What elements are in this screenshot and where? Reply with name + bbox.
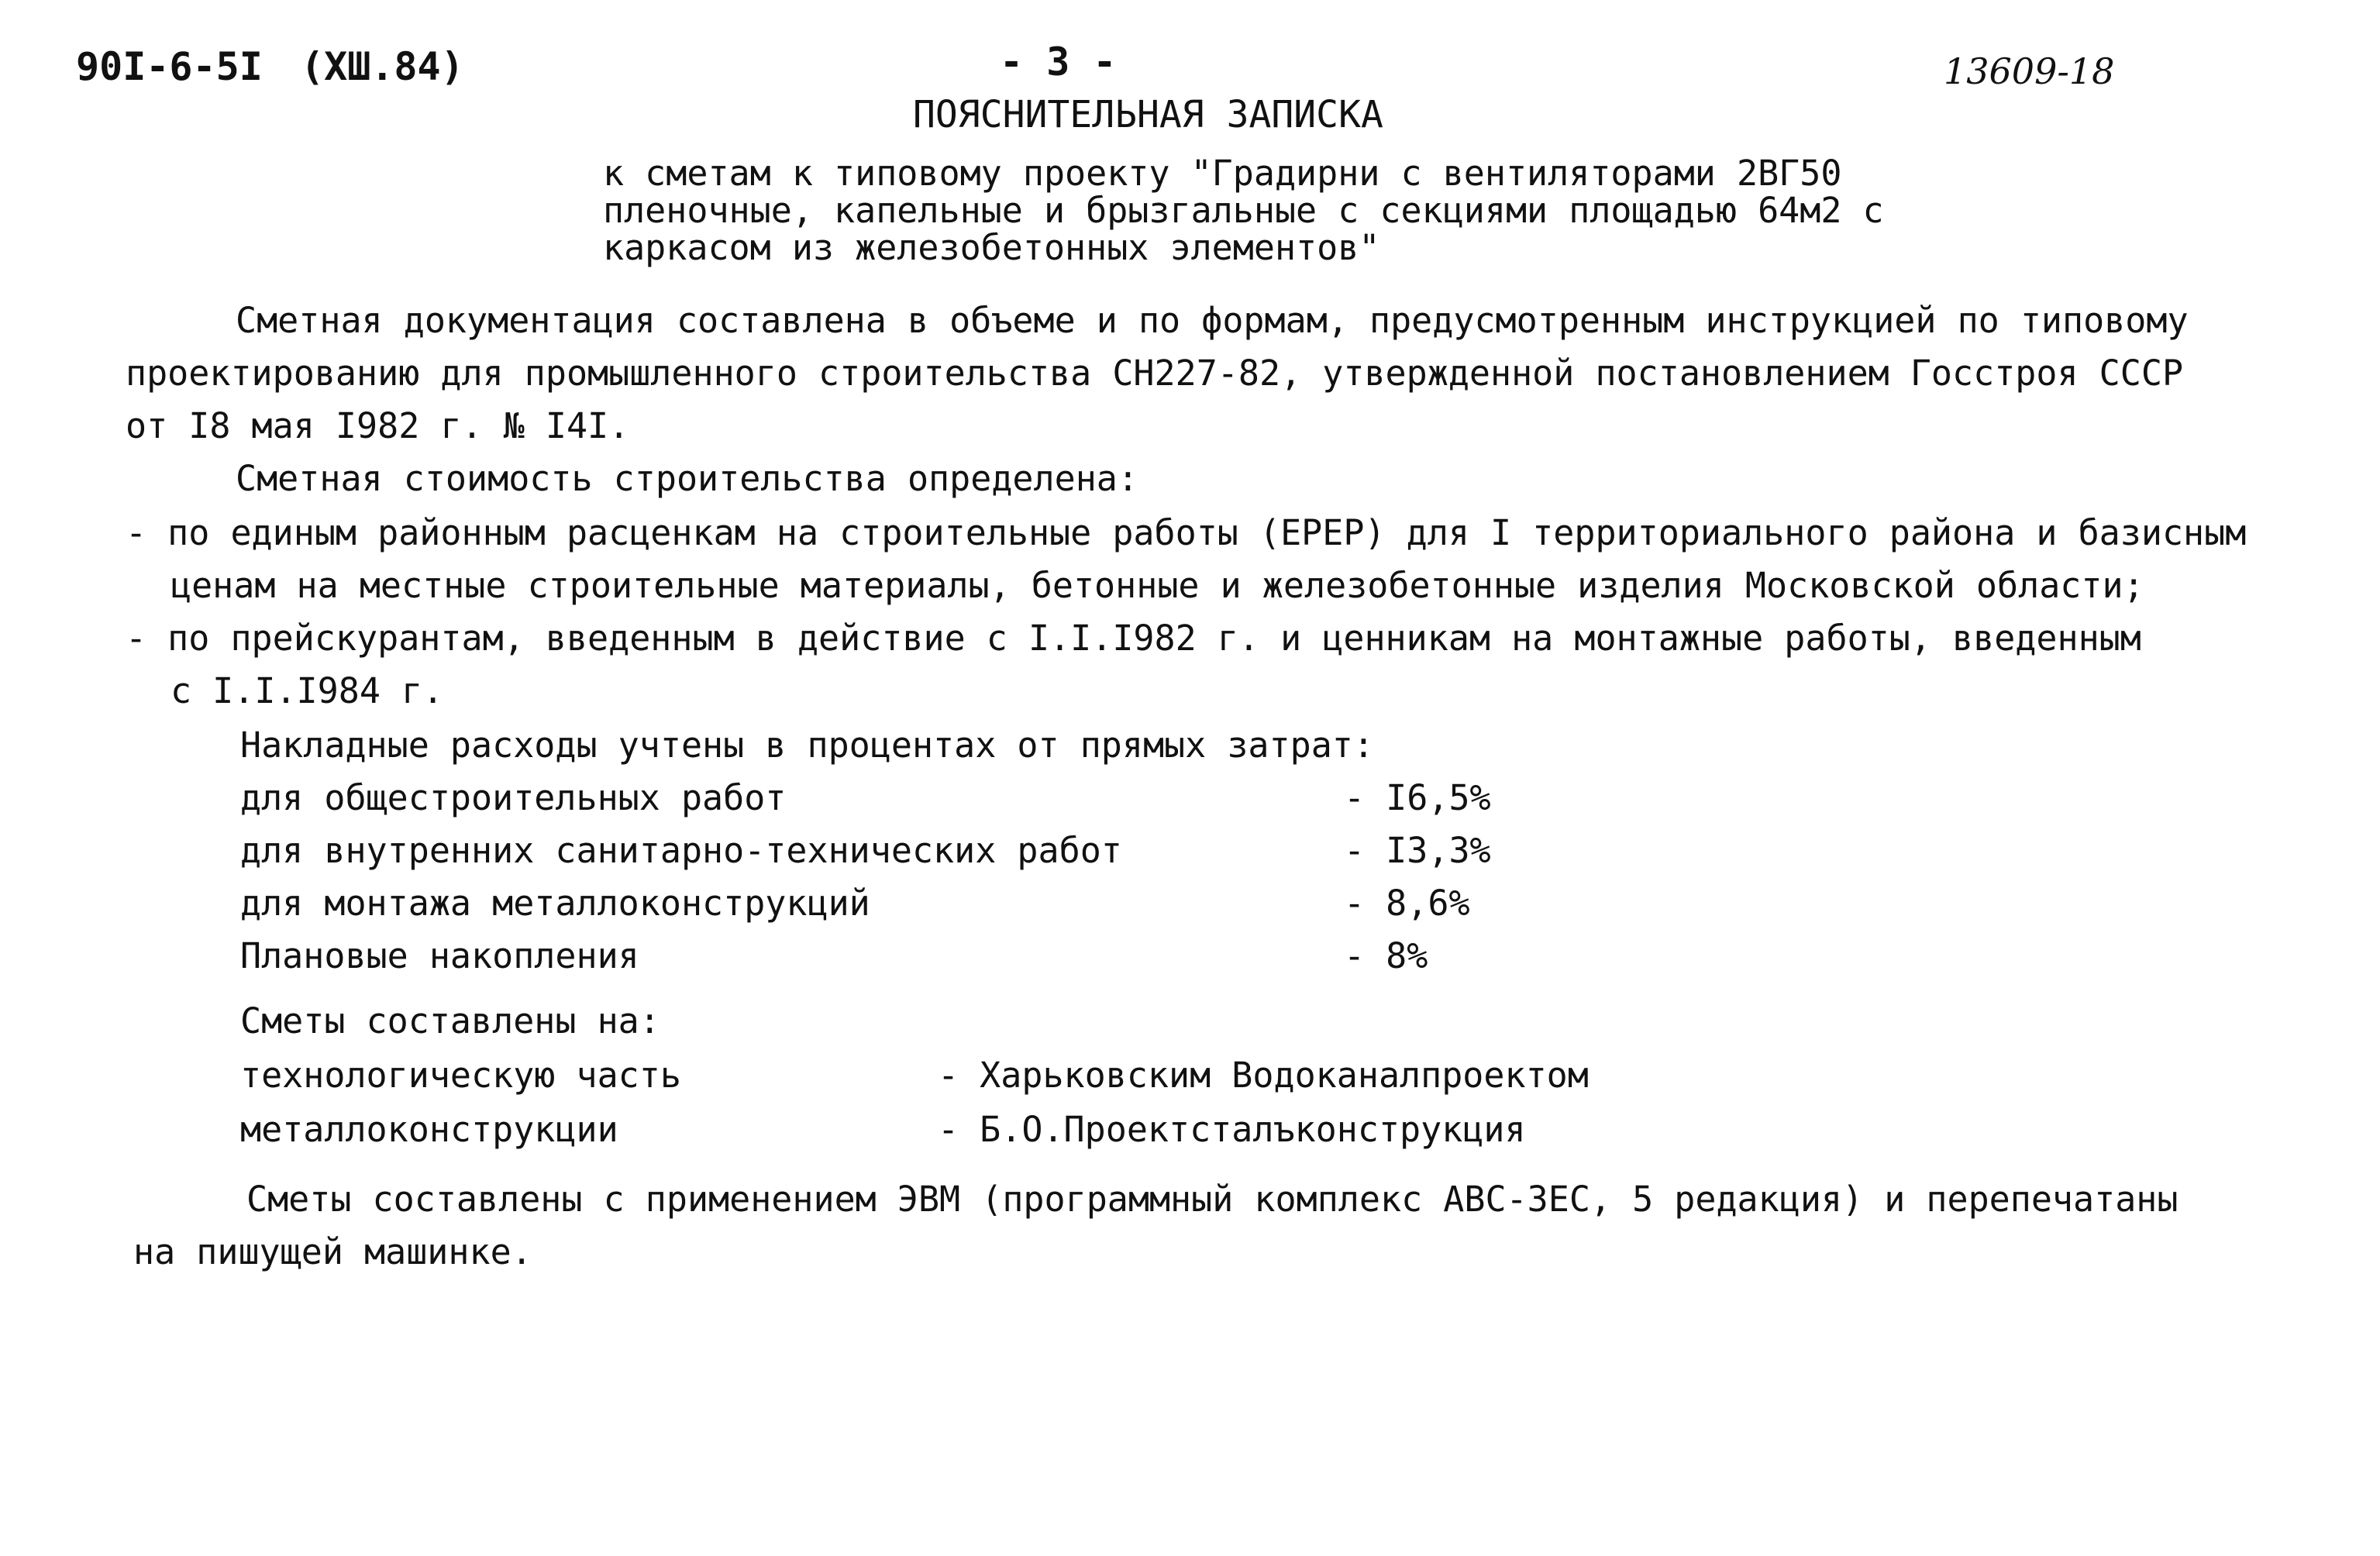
estimates-value-2: - Б.О.Проектсталъконструкция (938, 1109, 1526, 1150)
para1-line-2: проектированию для промышленного строительства СН227-82, утвержденной постановлением Госстроя СССР (126, 353, 2184, 394)
overhead-label-1: для общестроительных работ (240, 777, 787, 818)
cost-intro: Сметная стоимость строительства определена: (236, 458, 1138, 499)
overhead-value-2: - I3,3% (1344, 830, 1491, 871)
final-line-1: Сметы составлены с применением ЭВМ (программный комплекс АВС-3ЕС, 5 редакция) и перепечатаны (246, 1179, 2179, 1220)
doc-code: 90I-6-5I (76, 44, 263, 89)
bullet1-line-1: - по единым районным расценкам на строительные работы (ЕРЕР) для I территориального района и базисным (126, 512, 2247, 553)
doc-edition: (XШ.84) (301, 44, 464, 89)
estimates-intro: Сметы составлены на: (240, 1000, 660, 1041)
para1-line-1: Сметная документация составлена в объеме и по формам, предусмотренным инструкцией по типовому (236, 300, 2189, 341)
subtitle-line-1: к сметам к типовому проекту "Градирни с вентиляторами 2ВГ50 (603, 153, 1842, 194)
overhead-value-4: - 8% (1344, 935, 1428, 976)
subtitle-line-3: каркасом из железобетонных элементов" (603, 227, 1380, 268)
overhead-label-3: для монтажа металлоконструкций (240, 883, 870, 924)
page-number: - 3 - (1000, 40, 1117, 84)
bullet1-line-2: ценам на местные строительные материалы, бетонные и железобетонные изделия Московской области; (170, 565, 2144, 606)
estimates-label-2: металлоконструкции (240, 1109, 618, 1150)
overhead-intro: Накладные расходы учтены в процентах от прямых затрат: (240, 725, 1374, 766)
overhead-label-4: Плановые накопления (240, 935, 639, 976)
final-line-2: на пишущей машинке. (133, 1231, 532, 1272)
subtitle-line-2: пленочные, капельные и брызгальные с секциями площадью 64м2 с (603, 190, 1884, 231)
estimates-value-1: - Харьковским Водоканалпроектом (938, 1055, 1589, 1096)
estimates-label-1: технологическую часть (240, 1055, 681, 1096)
document-title: ПОЯСНИТЕЛЬНАЯ ЗАПИСКА (913, 93, 1383, 136)
overhead-value-3: - 8,6% (1344, 883, 1470, 924)
overhead-label-2: для внутренних санитарно-технических работ (240, 830, 1122, 871)
inventory-number: 13609-18 (1944, 50, 2115, 92)
overhead-value-1: - I6,5% (1344, 777, 1491, 818)
bullet2-line-1: - по прейскурантам, введенным в действие с I.I.I982 г. и ценникам на монтажные работы, введенным (126, 618, 2141, 659)
para1-line-3: от I8 мая I982 г. № I4I. (126, 405, 630, 446)
bullet2-line-2: с I.I.I984 г. (170, 670, 444, 711)
